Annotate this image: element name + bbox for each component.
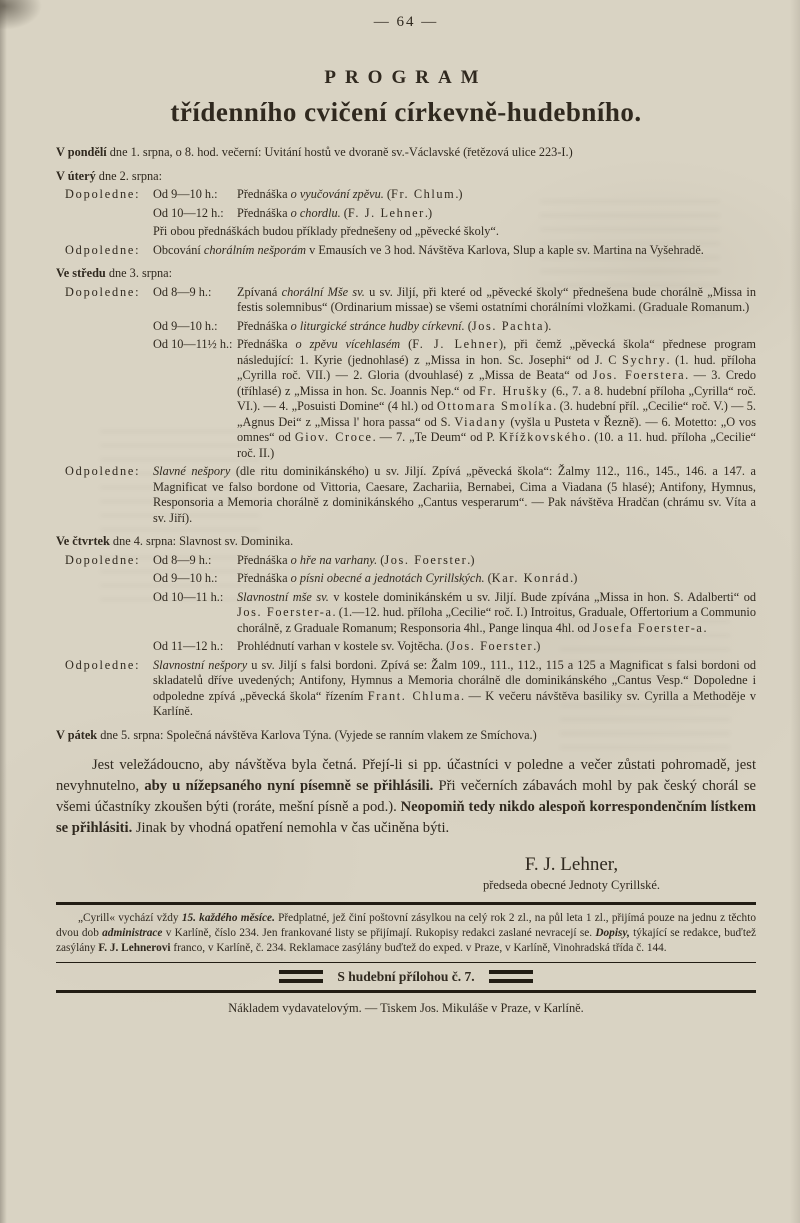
imprint-line: Nákladem vydavatelovým. — Tiskem Jos. Mikuláše v Praze, v Karlíně.: [228, 1000, 584, 1015]
attachment-label: S hudební přílohou č. 7.: [337, 968, 475, 984]
time-range: Od 9—10 h.:: [153, 187, 218, 201]
page-number: — 64 —: [373, 14, 439, 30]
schedule-row: [56, 243, 756, 259]
daypart-label: Dopoledne:: [65, 284, 141, 299]
time-range: Od 10—11 h.:: [153, 589, 224, 604]
double-bar-icon: [489, 970, 533, 983]
event-text: Slavnostní nešpory u sv. Jiljí s falsi bordoni. Zpívá se: Žalm 109., 111., 112., 115 a 125 a Magnificat s falsi bordoni od skladatelů dříve uvedených; Antifony, Hymnus a Memoria chorálně dle dominikánského „Cantus Vesp.“ Dopoledne i odpoledne zpívá „pěvecká škola“ řízením Frant. Chluma. — K večeru návštěva basiliky sv. Cyrilla a Methoděje v Karlíně.: [153, 657, 756, 718]
program-kicker: PROGRAM: [324, 67, 488, 88]
schedule-row: [56, 639, 756, 655]
daypart-label: Odpoledne:: [65, 464, 141, 478]
time-range: Od 9—10 h.:: [153, 318, 218, 333]
day-block: [56, 169, 756, 259]
day-block: [56, 534, 756, 720]
time-range: Od 11—12 h.:: [153, 639, 224, 653]
time-range: Od 8—9 h.:: [153, 284, 212, 299]
page-title: třídenního cvičení církevně-hudebního.: [170, 97, 642, 127]
schedule-row: [56, 571, 756, 587]
event-text: Přednáška o hře na varhany. (Jos. Foerster.): [237, 552, 475, 567]
event-text: Obcování chorálním nešporám v Emausích ve 3 hod. Návštěva Karlova, Slup a kaple sv. Martina na Vyšehradě.: [153, 242, 704, 257]
program-page: [56, 14, 756, 1016]
daypart-label: Dopoledne:: [65, 187, 141, 201]
schedule-row: [56, 224, 756, 240]
event-text: Přednáška o písni obecné a jednotách Cyrillských. (Kar. Konrád.): [237, 571, 578, 585]
attachment-note: [56, 969, 756, 985]
signature-block: [483, 854, 660, 893]
event-text: Přednáška o chordlu. (F. J. Lehner.): [237, 205, 433, 220]
time-range: Od 8—9 h.:: [153, 552, 212, 567]
day-header: V úterý dne 2. srpna:: [56, 168, 162, 183]
event-text: Slavnostní mše sv. v kostele dominikánském u sv. Jiljí. Bude zpívána „Missa in hon. S. Adalberti“ od Jos. Foerster-a. (1.—12. hud. příloha „Cecilie“ roč. I.) Introitus, Graduale, Offertorium a Communio chorálně, z Graduale Romanum; Responsoria 4hl., Pange linqua 4hl. od Josefa Foerster-a.: [237, 589, 756, 635]
day-block: [56, 266, 756, 526]
divider-thick: [56, 990, 756, 993]
schedule-row: [56, 553, 756, 569]
event-text: Při obou přednáškách budou příklady přednešeny od „pěvecké školy“.: [153, 224, 499, 238]
time-range: Od 10—11½ h.:: [153, 337, 233, 351]
closing-paragraph: Jest veležádoucno, aby návštěva byla četná. Přejí-li si pp. účastníci v poledne a večer zůstati pohromadě, jest nevyhnutelno, aby u nížepsaného nyní písemně se přihlásili. Při večerních zábavách mohl by pak český chorál se všemi účastníky zkoušen býti (roráte, mešní písně a pod.). Neopomiň tedy nikdo alespoň korrespondenčním lístkem se přihlásiti. Jinak by vhodná opatření nemohla v čas učiněna býti.: [56, 757, 756, 836]
time-range: Od 10—12 h.:: [153, 205, 224, 220]
event-text: Prohlédnutí varhan v kostele sv. Vojtěcha. (Jos. Foerster.): [237, 639, 541, 653]
daypart-label: Odpoledne:: [65, 657, 141, 672]
subscription-footnote: „Cyrill« vychází vždy 15. každého měsíce. Předplatné, jež činí poštovní zásylkou na celý rok 2 zl., na půl leta 1 zl., přijímá pouze na jednu z těchto dvou dob administrace v Karlíně, číslo 234. Jen frankované listy se přijímají. Rukopisy redakci zaslané nevracejí se. Dopisy, týkající se redakce, buďtež zasýlány F. J. Lehnerovi franco, v Karlíně, č. 234. Reklamace zasýlány buďtež do exped. v Praze, v Karlíně, Vinohradská třída č. 144.: [56, 902, 756, 956]
signature-name: F. J. Lehner,: [524, 853, 619, 875]
schedule-row: [56, 590, 756, 637]
day-header: Ve čtvrtek dne 4. srpna: Slavnost sv. Dominika.: [56, 534, 294, 548]
signature-title: předseda obecné Jednoty Cyrillské.: [482, 877, 660, 892]
divider-thin: [56, 962, 756, 963]
schedule-row: [56, 319, 756, 335]
day-block: [56, 145, 756, 161]
scan-corner-smudge: [0, 0, 42, 30]
time-range: Od 9—10 h.:: [153, 571, 218, 585]
schedule: [56, 145, 756, 743]
daypart-label: Dopoledne:: [65, 552, 141, 567]
event-text: Přednáška o zpěvu vícehlasém (F. J. Lehner), při čemž „pěvecká škola“ přednese program následující: 1. Kyrie (jednohlasé) z „Missa in hon. Sc. Josephi“ od J. C Sychry. (1. hud. příloha „Cyrilla roč. VII.) — 2. Gloria (dvouhlasé) z „Missa de Beata“ od Jos. Foerstera. — 3. Credo (tříhlasé) z „Missa in hon. Sc. Joannis Nep.“ od Fr. Hrušky (6., 7. a 8. hudební příloha „Cyrilla“ roč. VI.). — 4. „Posuisti Domine“ (4 hl.) od Ottomara Smolíka. (3. hudební příl. „Cecilie“ roč. V.) — 5. „Agnus Dei“ z „Missa l' hora passa“ od S. Viadany (vyšla u Pusteta v Řezně). — 6. Motetto: „O vos omnes“ od Giov. Croce. — 7. „Te Deum“ od P. Křížkovského. (10. a 11. hud. příloha „Cecilie“ roč. II.): [237, 337, 757, 460]
event-text: Slavné nešpory (dle ritu dominikánského) u sv. Jiljí. Zpívá „pěvecká škola“: Žalmy 112., 116., 145., 146. a 147. a Magnificat ve falso bordone od Vittoria, Caesare, Zachariia, Bernabei, Cima a Viadana (5 hlasé); Antifony, Hymnus, Responsoria a Memoria chorálně z dominikánského „Cantus vesperarum“. — Pak návštěva Hradčan (chrámu sv. Víta a sv. Jiří).: [153, 464, 756, 525]
event-text: Přednáška o liturgické stránce hudby církevní. (Jos. Pachta).: [237, 318, 552, 333]
day-header: Ve středu dne 3. srpna:: [56, 266, 173, 280]
event-text: Přednáška o vyučování zpěvu. (Fr. Chlum.): [237, 187, 463, 201]
day-header: V pátek dne 5. srpna: Společná návštěva Karlova Týna. (Vyjede se ranním vlakem ze Smíchova.): [56, 727, 537, 742]
double-bar-icon: [279, 970, 323, 983]
schedule-row: [56, 285, 756, 316]
event-text: Zpívaná chorální Mše sv. u sv. Jiljí, při které od „pěvecké školy“ přednešena bude chorálně „Missa in festis solemnibus“ (Ordinarium missae) se všemi ostatními chorálními vložkami. (Graduale Romanum.): [237, 284, 756, 314]
schedule-row: [56, 337, 756, 461]
schedule-row: [56, 464, 756, 526]
daypart-label: Odpoledne:: [65, 242, 141, 257]
schedule-row: [56, 187, 756, 203]
day-block: [56, 728, 756, 744]
day-header: V pondělí dne 1. srpna, o 8. hod. večerní: Uvitání hostů ve dvoraně sv.-Václavské (řetězová ulice 223-I.): [56, 145, 573, 159]
schedule-row: [56, 206, 756, 222]
schedule-row: [56, 658, 756, 720]
